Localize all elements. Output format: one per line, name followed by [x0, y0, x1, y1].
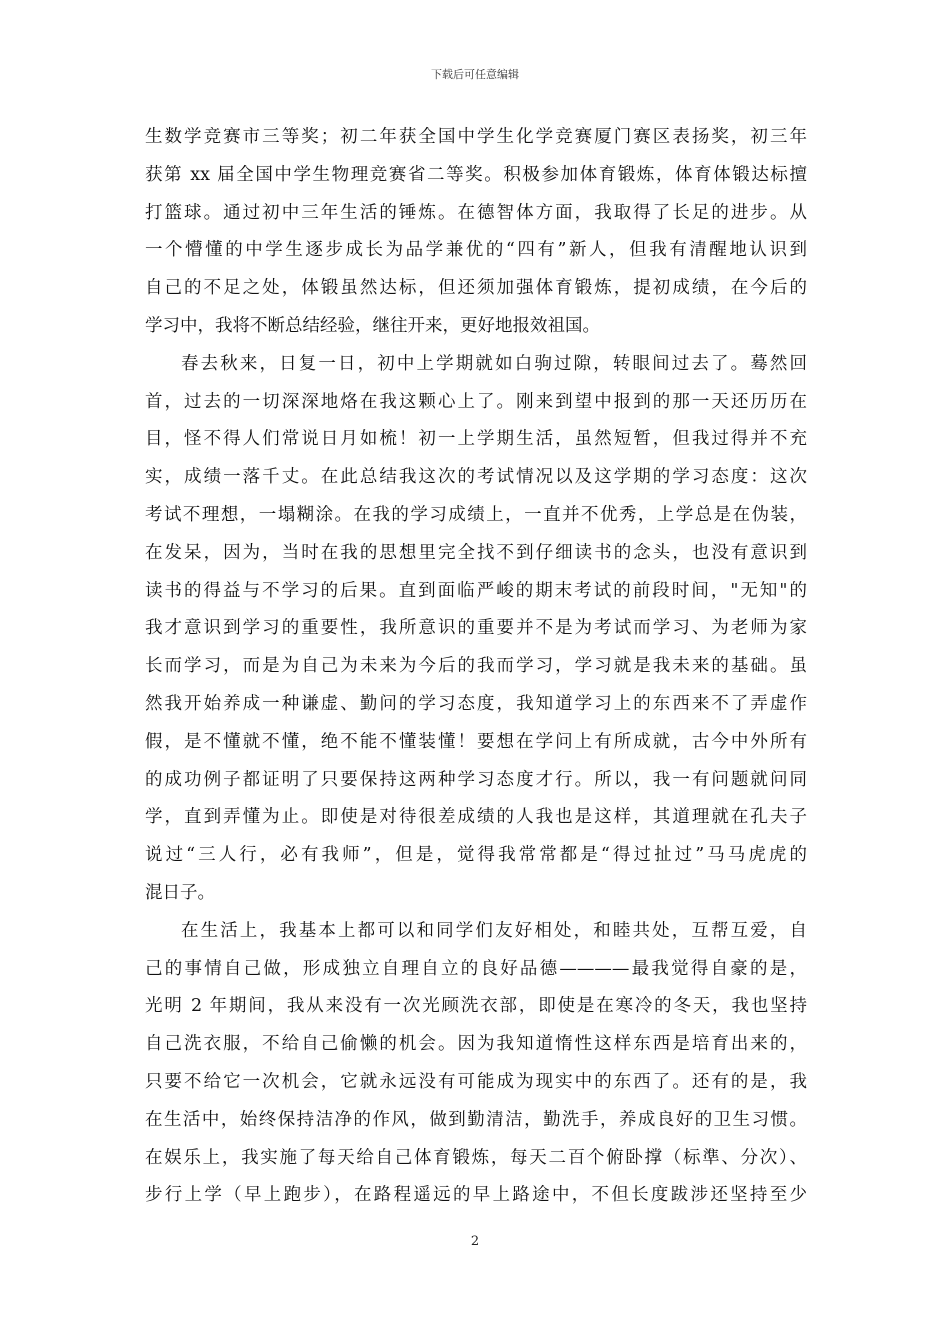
text-line: 只要不给它一次机会，它就永远没有可能成为现实中的东西了。还有的是，我 — [145, 1071, 807, 1092]
text-line: 己的事情自己做，形成独立自理自立的良好品德————最我觉得自豪的是， — [145, 958, 807, 979]
text-line: 生数学竞赛市三等奖；初二年获全国中学生化学竞赛厦门赛区表扬奖，初三年 — [145, 127, 807, 147]
text-line: 首，过去的一切深深地烙在我这颗心上了。刚来到望中报到的那一天还历历在 — [145, 391, 807, 412]
text-line: 假，是不懂就不懂，绝不能不懂装懂！要想在学问上有所成就，古今中外所有 — [145, 731, 807, 752]
text-line: 在发呆，因为，当时在我的思想里完全找不到仔细读书的念头，也没有意识到 — [145, 542, 807, 563]
text-line: 目，怪不得人们常说日月如梳！初一上学期生活，虽然短暂，但我过得并不充 — [145, 429, 807, 450]
text-line: 读书的得益与不学习的后果。直到面临严峻的期末考试的前段时间，"无知"的 — [145, 580, 807, 601]
text-line: 我才意识到学习的重要性，我所意识的重要并不是为考试而学习、为老师为家 — [145, 618, 807, 639]
text-line: 实，成绩一落千丈。在此总结我这次的考试情况以及这学期的学习态度：这次 — [145, 467, 807, 488]
page-number: 2 — [470, 1234, 480, 1249]
text-line: 混日子。 — [145, 882, 215, 903]
text-line: 长而学习，而是为自己为未来为今后的我而学习，学习就是我未来的基础。虽 — [145, 656, 807, 677]
text-line: 的成功例子都证明了只要保持这两种学习态度才行。所以，我一有问题就问同 — [145, 769, 807, 790]
document-body — [145, 119, 807, 1215]
text-line: 获第 xx 届全国中学生物理竞赛省二等奖。积极参加体育锻炼，体育体锻达标擅 — [145, 164, 807, 185]
text-line: 打篮球。通过初中三年生活的锤炼。在德智体方面，我取得了长足的进步。从 — [145, 202, 807, 223]
text-line: 一个懵懂的中学生逐步成长为品学兼优的“四有”新人，但我有清醒地认识到 — [145, 240, 807, 261]
text-line: 在生活中，始终保持洁净的作风，做到勤清洁，勤洗手，养成良好的卫生习惯。 — [145, 1109, 807, 1130]
text-line: 在娱乐上，我实施了每天给自己体育锻炼，每天二百个俯卧撑（标準、分次）、 — [145, 1147, 807, 1168]
text-line: 春去秋来，日复一日，初中上学期就如白驹过隙，转眼间过去了。蓦然回 — [181, 353, 807, 374]
text-line: 学，直到弄懂为止。即使是对待很差成绩的人我也是这样，其道理就在孔夫子 — [145, 807, 807, 828]
text-line: 学习中，我将不断总结经验，继往开来，更好地报效祖国。 — [145, 315, 600, 336]
text-line: 自己洗衣服，不给自己偷懒的机会。因为我知道惰性这样东西是培育出来的， — [145, 1034, 807, 1055]
text-line: 步行上学（早上跑步），在路程遥远的早上路途中，不但长度跋涉还坚持至少 — [145, 1185, 807, 1206]
paragraph-2 — [145, 346, 807, 913]
paragraph-1 — [145, 119, 807, 346]
text-line: 在生活上，我基本上都可以和同学们友好相处，和睦共处，互帮互爱，自 — [181, 920, 807, 941]
paragraph-3 — [145, 913, 807, 1215]
text-line: 自己的不足之处，体锻虽然达标，但还须加强体育锻炼，提初成绩，在今后的 — [145, 278, 807, 299]
text-line: 然我开始养成一种谦虚、勤问的学习态度，我知道学习上的东西来不了弄虚作 — [145, 693, 807, 714]
page-header: 下载后可任意编辑 — [431, 68, 519, 81]
text-line: 说过“三人行，必有我师”，但是，觉得我常常都是“得过扯过”马马虎虎的 — [145, 845, 807, 866]
text-line: 考试不理想，一塌糊涂。在我的学习成绩上，一直并不优秀，上学总是在伪装， — [145, 504, 807, 525]
text-line: 光明 2 年期间，我从来没有一次光顾洗衣部，即使是在寒冷的冬天，我也坚持 — [145, 996, 807, 1017]
